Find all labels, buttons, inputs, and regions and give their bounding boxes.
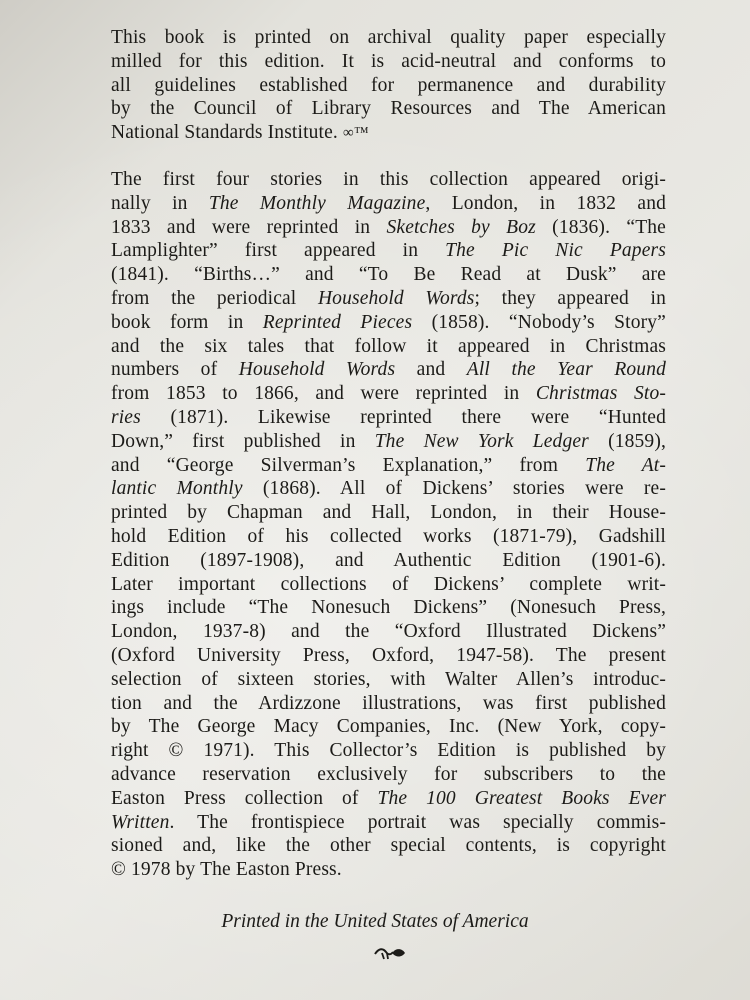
italic-title-text: Reprinted Pieces xyxy=(262,311,413,333)
text-run: nally in xyxy=(111,192,209,214)
text-run: (1841). “Births…” and “To Be Read at Dusk” are xyxy=(111,264,666,286)
text-run: and “George Silverman’s Explanation,” from xyxy=(111,454,586,476)
text-line xyxy=(111,382,666,406)
text-run: book form in xyxy=(111,311,263,333)
text-run: (1871). Likewise reprinted there were “Hunted xyxy=(140,406,666,428)
text-line xyxy=(111,287,666,311)
text-run: London, 1937-8) and the “Oxford Illustrated Dickens” xyxy=(111,621,666,643)
text-run: ™ xyxy=(353,125,369,142)
text-line xyxy=(111,573,666,597)
text-run: National Standards Institute. xyxy=(111,122,343,144)
text-run: tion and the Ardizzone illustrations, was first published xyxy=(111,692,666,714)
italic-title-text: The Pic Nic Papers xyxy=(445,240,666,262)
text-line xyxy=(111,668,666,692)
printers-flourish-ornament-icon xyxy=(373,944,407,962)
text-run: Later important collections of Dickens’ complete writ- xyxy=(111,573,666,595)
printed-in-imprint: Printed in the United States of America xyxy=(221,911,529,932)
italic-title-text: The Monthly Magazine xyxy=(208,192,426,214)
text-run: by the Council of Library Resources and The American xyxy=(111,98,666,120)
text-run: Edition (1897-1908), and Authentic Edition (1901-6). xyxy=(111,549,666,571)
text-line xyxy=(111,739,666,763)
text-run: 1833 and were reprinted in xyxy=(111,216,387,238)
text-line xyxy=(111,430,666,454)
text-run: © 1978 by The Easton Press. xyxy=(111,859,342,881)
text-line xyxy=(111,216,666,240)
text-line xyxy=(111,97,666,121)
text-run: advance reservation exclusively for subscribers to the xyxy=(111,763,666,785)
italic-title-text: Sketches by Boz xyxy=(386,216,536,238)
text-line xyxy=(111,454,666,478)
text-line xyxy=(111,335,666,359)
text-run: The first four stories in this collection appeared origi- xyxy=(111,169,666,190)
text-run: Easton Press collection of xyxy=(111,787,378,809)
text-line xyxy=(111,620,666,644)
text-run: This book is printed on archival quality paper especially xyxy=(111,27,666,48)
text-line xyxy=(111,311,666,335)
text-run: all guidelines established for permanence and durability xyxy=(111,74,666,96)
text-line xyxy=(111,858,666,882)
text-run: (1859), xyxy=(588,430,666,452)
italic-title-text: The New York Ledger xyxy=(374,430,589,452)
text-line xyxy=(111,644,666,668)
text-run: sioned and, like the other special contents, is copyright xyxy=(111,835,666,857)
text-line xyxy=(111,74,666,98)
text-run: (Oxford University Press, Oxford, 1947-58). The present xyxy=(111,644,666,666)
text-line xyxy=(111,763,666,787)
text-run: from the periodical xyxy=(111,287,318,309)
text-line xyxy=(111,26,666,50)
text-run: , London, in 1832 and xyxy=(425,192,667,214)
text-run: (1868). All of Dickens’ stories were re- xyxy=(242,478,666,500)
text-run: . The frontispiece portrait was specially commis- xyxy=(169,811,666,833)
text-run: by The George Macy Companies, Inc. (New York, copy- xyxy=(111,716,666,738)
text-line xyxy=(111,406,666,430)
text-line xyxy=(111,525,666,549)
italic-title-text: Christmas Sto- xyxy=(535,383,666,405)
text-line xyxy=(111,596,666,620)
text-line xyxy=(111,715,666,739)
italic-title-text: Written xyxy=(111,811,170,833)
publication-history-paragraph xyxy=(111,168,666,882)
text-line xyxy=(111,477,666,501)
text-line xyxy=(111,549,666,573)
text-run: ; they appeared in xyxy=(474,287,666,309)
text-run: ∞ xyxy=(342,125,354,142)
italic-title-text: The At- xyxy=(585,454,666,476)
italic-title-text: lantic Monthly xyxy=(111,478,243,500)
italic-title-text: All the Year Round xyxy=(466,359,667,381)
text-line xyxy=(111,121,666,145)
text-line xyxy=(111,501,666,525)
paper-notice-paragraph xyxy=(111,26,666,145)
text-run: Lamplighter” first appeared in xyxy=(111,240,446,262)
text-line xyxy=(111,811,666,835)
text-line xyxy=(111,358,666,382)
text-run: (1858). “Nobody’s Story” xyxy=(412,311,666,333)
text-run: Down,” first published in xyxy=(111,430,375,452)
text-line xyxy=(111,168,666,192)
text-line xyxy=(111,263,666,287)
italic-title-text: Household Words xyxy=(238,359,396,381)
text-line xyxy=(111,692,666,716)
text-run: ings include “The Nonesuch Dickens” (Nonesuch Press, xyxy=(111,597,666,619)
text-run: numbers of xyxy=(111,359,239,381)
italic-title-text: ries xyxy=(111,406,141,428)
text-line xyxy=(111,50,666,74)
text-run: selection of sixteen stories, with Walter Allen’s introduc- xyxy=(111,668,666,690)
text-line xyxy=(111,239,666,263)
text-line xyxy=(111,834,666,858)
text-run: and the six tales that follow it appeared in Christmas xyxy=(111,335,666,357)
text-run: from 1853 to 1866, and were reprinted in xyxy=(111,383,536,405)
text-run: milled for this edition. It is acid-neutral and conforms to xyxy=(111,50,666,72)
text-run: and xyxy=(395,359,467,381)
text-line xyxy=(111,192,666,216)
italic-title-text: The 100 Greatest Books Ever xyxy=(377,787,666,809)
text-run: printed by Chapman and Hall, London, in their House- xyxy=(111,502,666,524)
italic-title-text: Household Words xyxy=(317,287,475,309)
text-run: right © 1971). This Collector’s Edition is published by xyxy=(111,740,666,762)
text-run: (1836). “The xyxy=(535,216,666,238)
text-line xyxy=(111,787,666,811)
text-run: hold Edition of his collected works (1871-79), Gadshill xyxy=(111,525,666,547)
